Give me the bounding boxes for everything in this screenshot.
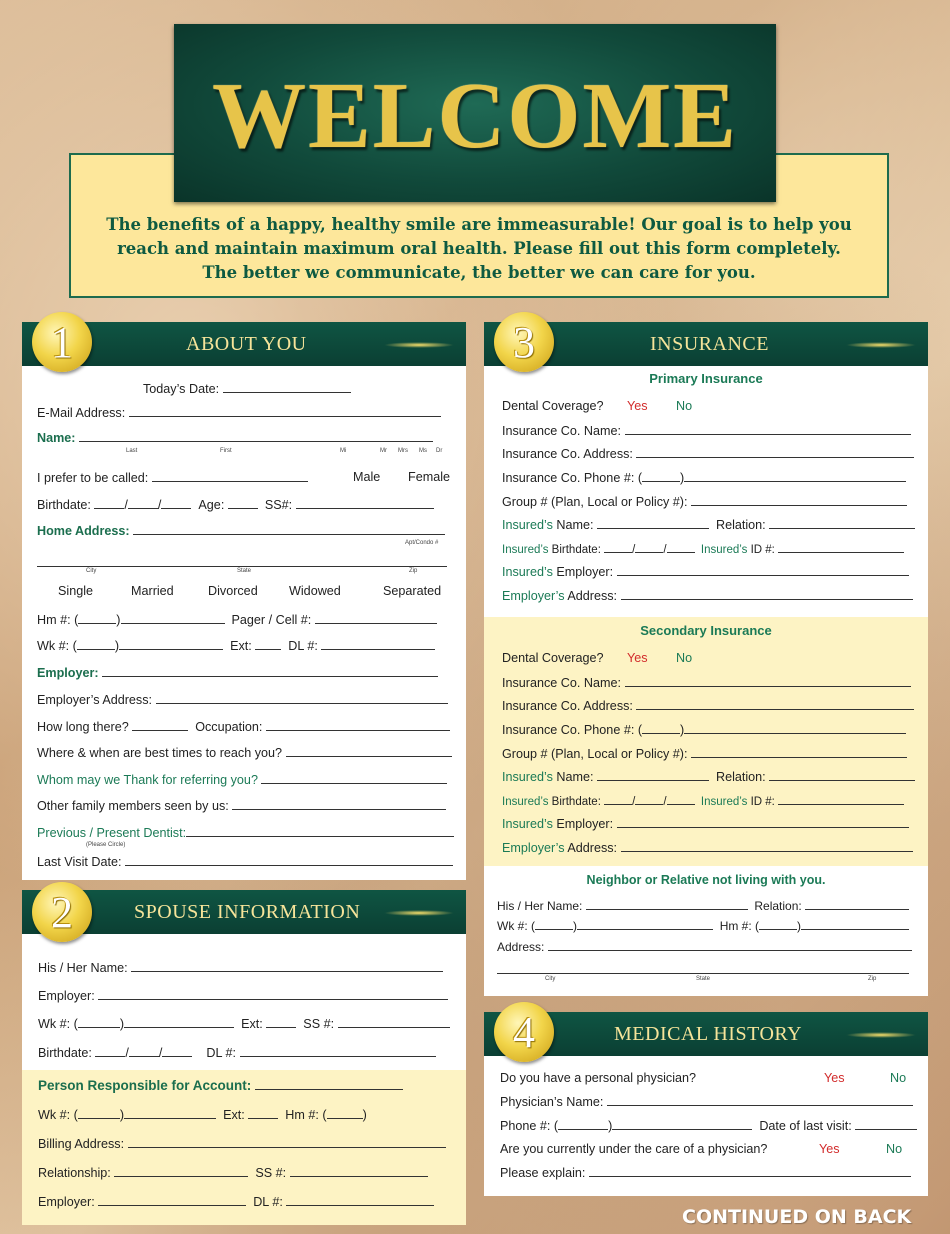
personal-physician-yes[interactable]: Yes	[824, 1071, 845, 1085]
billing-label: Billing Address:	[38, 1137, 125, 1151]
neighbor-wk-area[interactable]	[535, 918, 573, 930]
secondary-employer-label: Employer:	[556, 817, 614, 831]
primary-insureds-bd-label: Insured’s	[502, 544, 549, 556]
secondary-relation-label: Relation:	[715, 770, 766, 784]
secondary-bd-year[interactable]	[667, 793, 695, 805]
primary-co-phone-field[interactable]	[684, 470, 906, 482]
secondary-employer-field[interactable]	[617, 816, 909, 828]
todays-date-label: Today’s Date:	[143, 382, 220, 396]
primary-co-address-label: Insurance Co. Address:	[502, 447, 633, 461]
name-part-first: First	[220, 448, 232, 454]
age-field[interactable]	[228, 497, 258, 509]
prefer-field[interactable]	[152, 470, 308, 482]
secondary-insurance-title: Secondary Insurance	[640, 623, 772, 638]
primary-employer-field[interactable]	[617, 564, 909, 576]
primary-address-field[interactable]	[621, 588, 913, 600]
responsible-wk-label: Wk #:	[38, 1108, 71, 1122]
name-label: Name:	[37, 431, 76, 445]
birthdate-label: Birthdate:	[37, 498, 91, 512]
ss-field[interactable]	[296, 497, 434, 509]
occupation-label: Occupation:	[195, 720, 263, 734]
primary-coverage-label: Dental Coverage?	[502, 399, 604, 413]
please-circle-hint: (Please Circle)	[86, 842, 126, 848]
insurance-panel: INSURANCE Primary Insurance Dental Coverage? Yes No Insurance Co. Name: Insurance Co. Address: Insurance Co. Phone #: ( ) Group # (Plan, Local or Policy #): Insured’s Name: Relation: Insured’s Birthdate: / / Insured’s ID #: Insured’s Employer: Employer’s Address: Secondary Insurance Dental Coverage? Yes No Insurance Co. Name: Insurance Co. Address: Insurance Co. Phone #: ( ) Group # (Plan, Local or Policy #): Insured’s Name: Relation: Insured’s Birthdate: / / Insured’s ID #: Insured’s Employer: Employer’s Address: Neighbor or Relative not living with you. His / Her Name: Relation: Wk #: ( ) Hm #: ( ) Address: City State Zip	[484, 322, 928, 996]
primary-name-label: Name:	[556, 518, 594, 532]
spouse-ss-label: SS #:	[303, 1017, 335, 1031]
employer-label: Employer:	[37, 666, 99, 680]
last-visit-label: Last Visit Date:	[37, 855, 122, 869]
best-times-label: Where & when are best times to reach you?	[37, 746, 283, 760]
spouse-wk-area[interactable]	[78, 1016, 120, 1028]
section-3-badge: 3	[494, 312, 554, 372]
birthdate-day[interactable]	[128, 497, 158, 509]
primary-employer-label: Employer:	[556, 565, 614, 579]
name-field[interactable]	[79, 430, 433, 442]
dl-field[interactable]	[321, 638, 435, 650]
secondary-id-field[interactable]	[778, 793, 904, 805]
female-option[interactable]: Female	[408, 470, 450, 484]
occupation-field[interactable]	[266, 719, 450, 731]
explain-label: Please explain:	[500, 1166, 586, 1180]
home-address-field[interactable]	[133, 523, 445, 535]
city-hint: City	[86, 568, 97, 574]
family-field[interactable]	[232, 798, 446, 810]
employer-address-label: Employer’s Address:	[37, 693, 153, 707]
physician-name-field[interactable]	[607, 1094, 913, 1106]
spouse-title: SPOUSE INFORMATION	[134, 901, 361, 923]
responsible-employer-label: Employer:	[38, 1195, 95, 1209]
marital-separated[interactable]: Separated	[383, 584, 442, 598]
physician-phone-field[interactable]	[612, 1118, 752, 1130]
secondary-co-name-field[interactable]	[625, 675, 911, 687]
physician-last-visit-field[interactable]	[855, 1118, 917, 1130]
section-4-badge: 4	[494, 1002, 554, 1062]
marital-single[interactable]: Single	[58, 584, 94, 598]
secondary-address-field[interactable]	[621, 840, 913, 852]
relationship-field[interactable]	[114, 1165, 248, 1177]
primary-coverage-no[interactable]: No	[676, 399, 693, 413]
primary-bd-month[interactable]	[604, 541, 632, 553]
physician-name-label: Physician’s Name:	[500, 1095, 604, 1109]
secondary-coverage-yes[interactable]: Yes	[627, 651, 648, 665]
spouse-ext-field[interactable]	[266, 1016, 296, 1028]
apt-hint: Apt/Condo #	[405, 540, 439, 546]
previous-dentist-field[interactable]	[186, 825, 454, 837]
pager-label: Pager / Cell #:	[231, 613, 312, 627]
responsible-ext-label: Ext:	[223, 1108, 245, 1122]
secondary-relation-field[interactable]	[769, 769, 915, 781]
ss-label: SS#:	[264, 498, 293, 512]
ext-field[interactable]	[255, 638, 281, 650]
primary-address-label: Address:	[567, 589, 618, 603]
dl-label: DL #:	[288, 639, 318, 653]
section-2-badge: 2	[32, 882, 92, 942]
secondary-name-label: Name:	[556, 770, 594, 784]
welcome-banner	[174, 24, 776, 202]
secondary-co-address-field[interactable]	[636, 698, 914, 710]
primary-name-field[interactable]	[597, 517, 709, 529]
secondary-coverage-label: Dental Coverage?	[502, 651, 604, 665]
secondary-coverage-no[interactable]: No	[676, 651, 693, 665]
spouse-ss-field[interactable]	[338, 1016, 450, 1028]
whom-thank-label: Whom may we Thank for referring you?	[37, 773, 258, 787]
state-hint: State	[237, 568, 252, 574]
spouse-dl-label: DL #:	[206, 1046, 237, 1060]
previous-dentist-label: Previous / Present Dentist:	[37, 826, 187, 840]
birthdate-month[interactable]	[94, 497, 124, 509]
last-visit-label: Date of last visit:	[759, 1119, 852, 1133]
primary-relation-label: Relation:	[715, 518, 766, 532]
spouse-employer-label: Employer:	[38, 989, 95, 1003]
medical-history-panel: MEDICAL HISTORY Do you have a personal physician? Yes No Physician’s Name: Phone #: ( ) Date of last visit: Are you currently under the care of a physician? Yes No Please explain:	[484, 1012, 928, 1196]
intro-line-3: The better we communicate, the better we can care for you.	[202, 263, 756, 282]
primary-employers-label: Employer’s	[502, 589, 565, 603]
name-part-dr: Dr	[436, 448, 443, 454]
employer-field[interactable]	[102, 665, 438, 677]
family-label: Other family members seen by us:	[37, 799, 229, 813]
name-part-mi: Mi	[340, 448, 347, 454]
email-field[interactable]	[129, 405, 441, 417]
name-part-last: Last	[126, 448, 138, 454]
neighbor-relation-label: Relation:	[754, 899, 802, 913]
under-care-label: Are you currently under the care of a physician?	[500, 1142, 768, 1156]
responsible-label: Person Responsible for Account:	[38, 1078, 252, 1093]
city-state-zip-field[interactable]	[37, 555, 447, 567]
intro-line-1: The benefits of a happy, healthy smile are immeasurable! Our goal is to help you	[106, 215, 852, 234]
secondary-bd-day[interactable]	[635, 793, 663, 805]
intro-line-2: reach and maintain maximum oral health. Please fill out this form completely.	[117, 239, 841, 258]
personal-physician-no[interactable]: No	[890, 1071, 907, 1085]
secondary-co-address-label: Insurance Co. Address:	[502, 699, 633, 713]
marital-divorced[interactable]: Divorced	[208, 584, 258, 598]
primary-co-phone-area[interactable]	[642, 470, 680, 482]
primary-bd-day[interactable]	[635, 541, 663, 553]
name-part-mr: Mr	[380, 448, 387, 454]
spouse-birthdate-label: Birthdate:	[38, 1046, 92, 1060]
neighbor-city-hint: City	[545, 976, 556, 982]
primary-co-name-field[interactable]	[625, 423, 911, 435]
responsible-wk-area[interactable]	[78, 1107, 120, 1119]
primary-relation-field[interactable]	[769, 517, 915, 529]
wk-area[interactable]	[77, 638, 115, 650]
email-label: E-Mail Address:	[37, 406, 126, 420]
secondary-group-field[interactable]	[691, 746, 907, 758]
how-long-label: How long there?	[37, 720, 129, 734]
secondary-name-field[interactable]	[597, 769, 709, 781]
neighbor-hm-label: Hm #:	[719, 919, 752, 933]
secondary-co-phone-label: Insurance Co. Phone #:	[502, 723, 635, 737]
employer-address-field[interactable]	[156, 692, 448, 704]
primary-insureds-id-label: Insured’s	[700, 544, 748, 556]
primary-group-field[interactable]	[691, 494, 907, 506]
under-care-no[interactable]: No	[886, 1142, 903, 1156]
spouse-panel: SPOUSE INFORMATION His / Her Name: Employer: Wk #: ( ) Ext: SS #: Birthdate: / / DL #: Person Responsible for Account: Wk #: ( ) Ext: Hm #: ( ) Billing Address: Relationship: SS #: Employer: DL #:	[22, 890, 466, 1225]
billing-field[interactable]	[128, 1136, 446, 1148]
physician-phone-area[interactable]	[558, 1118, 608, 1130]
wk-label: Wk #:	[37, 639, 70, 653]
spouse-name-label: His / Her Name:	[38, 961, 128, 975]
secondary-address-label: Address:	[567, 841, 618, 855]
primary-group-label: Group # (Plan, Local or Policy #):	[502, 495, 688, 509]
neighbor-title: Neighbor or Relative not living with you.	[586, 873, 826, 887]
about-you-title: ABOUT YOU	[186, 333, 307, 355]
spouse-dl-field[interactable]	[240, 1045, 436, 1057]
primary-id-label: ID #:	[750, 544, 775, 556]
personal-physician-label: Do you have a personal physician?	[500, 1071, 697, 1085]
age-label: Age:	[198, 498, 225, 512]
neighbor-relation-field[interactable]	[805, 898, 909, 910]
ext-label: Ext:	[230, 639, 252, 653]
neighbor-name-label: His / Her Name:	[497, 899, 583, 913]
physician-phone-label: Phone #:	[500, 1119, 551, 1133]
neighbor-wk-label: Wk #:	[497, 919, 528, 933]
primary-coverage-yes[interactable]: Yes	[627, 399, 648, 413]
primary-insureds-label: Insured’s	[502, 518, 553, 532]
responsible-ss-field[interactable]	[290, 1165, 428, 1177]
hm-label: Hm #:	[37, 613, 71, 627]
last-visit-field[interactable]	[125, 854, 453, 866]
about-you-panel: ABOUT YOU Today’s Date: E-Mail Address: Name: Last First Mi Mr Mrs Ms Dr I prefer to be called: Male Female Birthdate: / / Age: SS#: Home Address: Apt/Condo # City State Zip Single Married Divorced Widowed Separated Hm #: ( ) Pager / Cell #: Wk #: ( ) Ext: DL #: Employer: Employer’s Address: How long there? Occupation: Where & when are best times to reach you? Whom may we Thank for referring you? Other family members seen by us: Previous / Present Dentist: (Please Circle) Last Visit Date:	[22, 322, 466, 880]
spouse-birthdate-day[interactable]	[129, 1045, 159, 1057]
primary-co-phone-label: Insurance Co. Phone #:	[502, 471, 635, 485]
responsible-ext-field[interactable]	[248, 1107, 278, 1119]
secondary-co-name-label: Insurance Co. Name:	[502, 676, 621, 690]
primary-co-address-field[interactable]	[636, 446, 914, 458]
secondary-insureds-label: Insured’s	[502, 770, 553, 784]
wk-field[interactable]	[119, 638, 223, 650]
spouse-wk-label: Wk #:	[38, 1017, 71, 1031]
insurance-title: INSURANCE	[650, 333, 769, 355]
home-address-label: Home Address:	[37, 524, 130, 538]
primary-insureds-emp-label: Insured’s	[502, 565, 553, 579]
how-long-field[interactable]	[132, 719, 188, 731]
section-1-badge: 1	[32, 312, 92, 372]
hm-area[interactable]	[78, 612, 116, 624]
continued-on-back: CONTINUED ON BACK	[682, 1206, 912, 1228]
neighbor-wk-field[interactable]	[577, 918, 713, 930]
whom-thank-field[interactable]	[261, 772, 447, 784]
under-care-yes[interactable]: Yes	[819, 1142, 840, 1156]
secondary-birthdate-label: Birthdate:	[551, 796, 601, 808]
name-part-mrs: Mrs	[398, 448, 408, 454]
spouse-wk-field[interactable]	[124, 1016, 234, 1028]
best-times-field[interactable]	[286, 745, 452, 757]
primary-co-name-label: Insurance Co. Name:	[502, 424, 621, 438]
secondary-id-label: ID #:	[750, 796, 775, 808]
neighbor-address-field[interactable]	[548, 939, 912, 951]
secondary-co-phone-field[interactable]	[684, 722, 906, 734]
name-part-ms: Ms	[419, 448, 427, 454]
secondary-insureds-emp-label: Insured’s	[502, 817, 553, 831]
secondary-insureds-bd-label: Insured’s	[502, 796, 549, 808]
responsible-hm-area[interactable]	[327, 1107, 363, 1119]
spouse-birthdate-month[interactable]	[95, 1045, 125, 1057]
secondary-bd-month[interactable]	[604, 793, 632, 805]
secondary-group-label: Group # (Plan, Local or Policy #):	[502, 747, 688, 761]
spouse-name-field[interactable]	[131, 960, 443, 972]
neighbor-city-state-zip-field[interactable]	[497, 962, 909, 974]
marital-widowed[interactable]: Widowed	[289, 584, 341, 598]
responsible-ss-label: SS #:	[255, 1166, 287, 1180]
neighbor-address-label: Address:	[497, 940, 545, 954]
explain-field[interactable]	[589, 1165, 911, 1177]
zip-hint: Zip	[409, 568, 418, 574]
neighbor-name-field[interactable]	[586, 898, 748, 910]
secondary-employers-label: Employer’s	[502, 841, 565, 855]
prefer-label: I prefer to be called:	[37, 471, 149, 485]
marital-married[interactable]: Married	[131, 584, 174, 598]
male-option[interactable]: Male	[353, 470, 381, 484]
responsible-dl-label: DL #:	[253, 1195, 283, 1209]
primary-insurance-title: Primary Insurance	[649, 371, 763, 386]
neighbor-zip-hint: Zip	[868, 976, 877, 982]
neighbor-hm-field[interactable]	[801, 918, 909, 930]
pager-field[interactable]	[315, 612, 437, 624]
primary-id-field[interactable]	[778, 541, 904, 553]
hm-field[interactable]	[121, 612, 225, 624]
birthdate-year[interactable]	[161, 497, 191, 509]
primary-birthdate-label: Birthdate:	[551, 544, 601, 556]
responsible-hm-label: Hm #:	[285, 1108, 319, 1122]
welcome-title: WELCOME	[212, 64, 738, 168]
responsible-employer-field[interactable]	[98, 1194, 246, 1206]
spouse-ext-label: Ext:	[241, 1017, 263, 1031]
relationship-label: Relationship:	[38, 1166, 111, 1180]
responsible-wk-field[interactable]	[124, 1107, 216, 1119]
secondary-co-phone-area[interactable]	[642, 722, 680, 734]
responsible-dl-field[interactable]	[286, 1194, 434, 1206]
neighbor-hm-area[interactable]	[759, 918, 797, 930]
secondary-insureds-id-label: Insured’s	[700, 796, 748, 808]
responsible-field[interactable]	[255, 1078, 403, 1090]
neighbor-state-hint: State	[696, 976, 711, 982]
primary-bd-year[interactable]	[667, 541, 695, 553]
spouse-birthdate-year[interactable]	[162, 1045, 192, 1057]
todays-date-field[interactable]	[223, 381, 351, 393]
medical-history-title: MEDICAL HISTORY	[614, 1023, 803, 1045]
spouse-employer-field[interactable]	[98, 988, 448, 1000]
